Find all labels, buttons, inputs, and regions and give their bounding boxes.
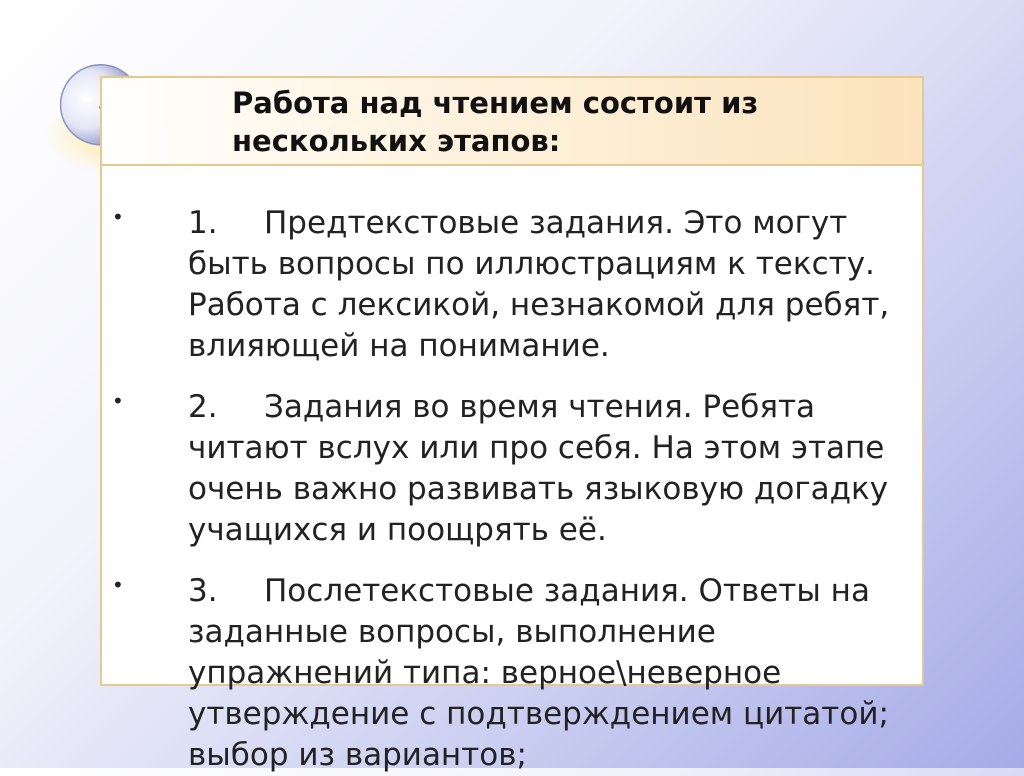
bullet-marker: •	[112, 205, 124, 229]
bullet-marker: •	[112, 389, 124, 413]
item-text: Задания во время чтения. Ребята читают вслух или про себя. На этом этапе очень важно развивать языковую догадку учащихся и поощрять её.	[188, 389, 889, 548]
slide-title: Работа над чтением состоит из нескольких этапов:	[232, 86, 759, 158]
item-text: Предтекстовые задания. Это могут быть вопросы по иллюстрациям к тексту. Работа с лексикой, незнакомой для ребят, влияющей на понимание.	[188, 205, 890, 364]
item-number: 2.	[188, 389, 218, 425]
item-number: 3.	[188, 573, 218, 609]
item-text: Послетекстовые задания. Ответы на заданные вопросы, выполнение упражнений типа: верное\неверное утверждение с подтверждением цитатой; выбор из вариантов;	[188, 573, 889, 773]
bullet-marker: •	[112, 573, 124, 597]
item-number: 1.	[188, 205, 218, 241]
